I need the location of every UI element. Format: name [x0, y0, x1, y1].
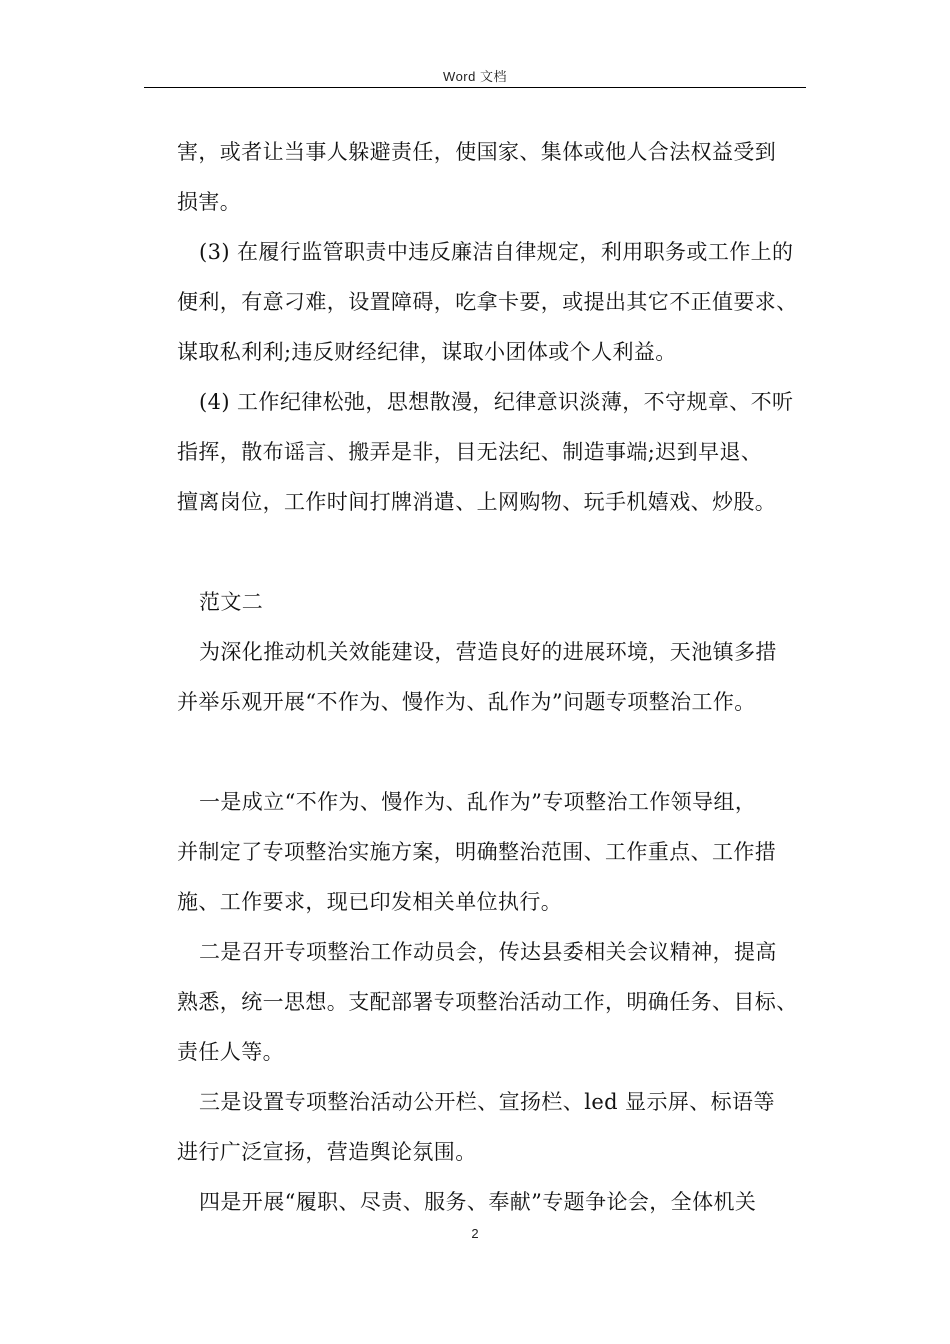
- page-number: 2: [471, 1226, 479, 1241]
- body-line: 进行广泛宣扬，营造舆论氛围。: [177, 1140, 477, 1164]
- body-line: (3) 在履行监管职责中违反廉洁自律规定，利用职务或工作上的: [199, 240, 794, 264]
- body-line: 擅离岗位，工作时间打牌消遣、上网购物、玩手机嬉戏、炒股。: [177, 490, 777, 514]
- body-line: 指挥，散布谣言、搬弄是非，目无法纪、制造事端;迟到早退、: [177, 440, 763, 464]
- body-line: 一是成立“不作为、慢作为、乱作为”专项整治工作领导组，: [199, 790, 757, 814]
- body-line: 损害。: [177, 190, 242, 214]
- body-line: 责任人等。: [177, 1040, 284, 1064]
- body-line: 二是召开专项整治工作动员会，传达县委相关会议精神，提高: [199, 940, 777, 964]
- body-line: 便利，有意刁难，设置障碍，吃拿卡要，或提出其它不正值要求、: [177, 290, 798, 314]
- blank-line: [177, 732, 827, 782]
- header-divider: [144, 87, 806, 88]
- body-line: 并举乐观开展“不作为、慢作为、乱作为”问题专项整治工作。: [177, 690, 756, 714]
- section-heading: 范文二: [199, 590, 264, 614]
- body-line: 并制定了专项整治实施方案，明确整治范围、工作重点、工作措: [177, 840, 777, 864]
- body-line: 四是开展“履职、尽责、服务、奉献”专题争论会，全体机关: [199, 1190, 757, 1214]
- body-line: (4) 工作纪律松弛，思想散漫，纪律意识淡薄，不守规章、不听: [199, 390, 794, 414]
- body-line: 为深化推动机关效能建设，营造良好的进展环境，天池镇多措: [199, 640, 777, 664]
- body-line: 三是设置专项整治活动公开栏、宣扬栏、led 显示屏、标语等: [199, 1090, 775, 1114]
- body-line: 谋取私利利;违反财经纪律，谋取小团体或个人利益。: [177, 340, 677, 364]
- body-line: 施、工作要求，现已印发相关单位执行。: [177, 890, 563, 914]
- document-header-title: Word 文档: [443, 69, 507, 84]
- body-line: 熟悉，统一思想。支配部署专项整治活动工作，明确任务、目标、: [177, 990, 798, 1014]
- body-line: 害，或者让当事人躲避责任，使国家、集体或他人合法权益受到: [177, 140, 777, 164]
- blank-line: [177, 532, 827, 582]
- document-body: [177, 132, 827, 1232]
